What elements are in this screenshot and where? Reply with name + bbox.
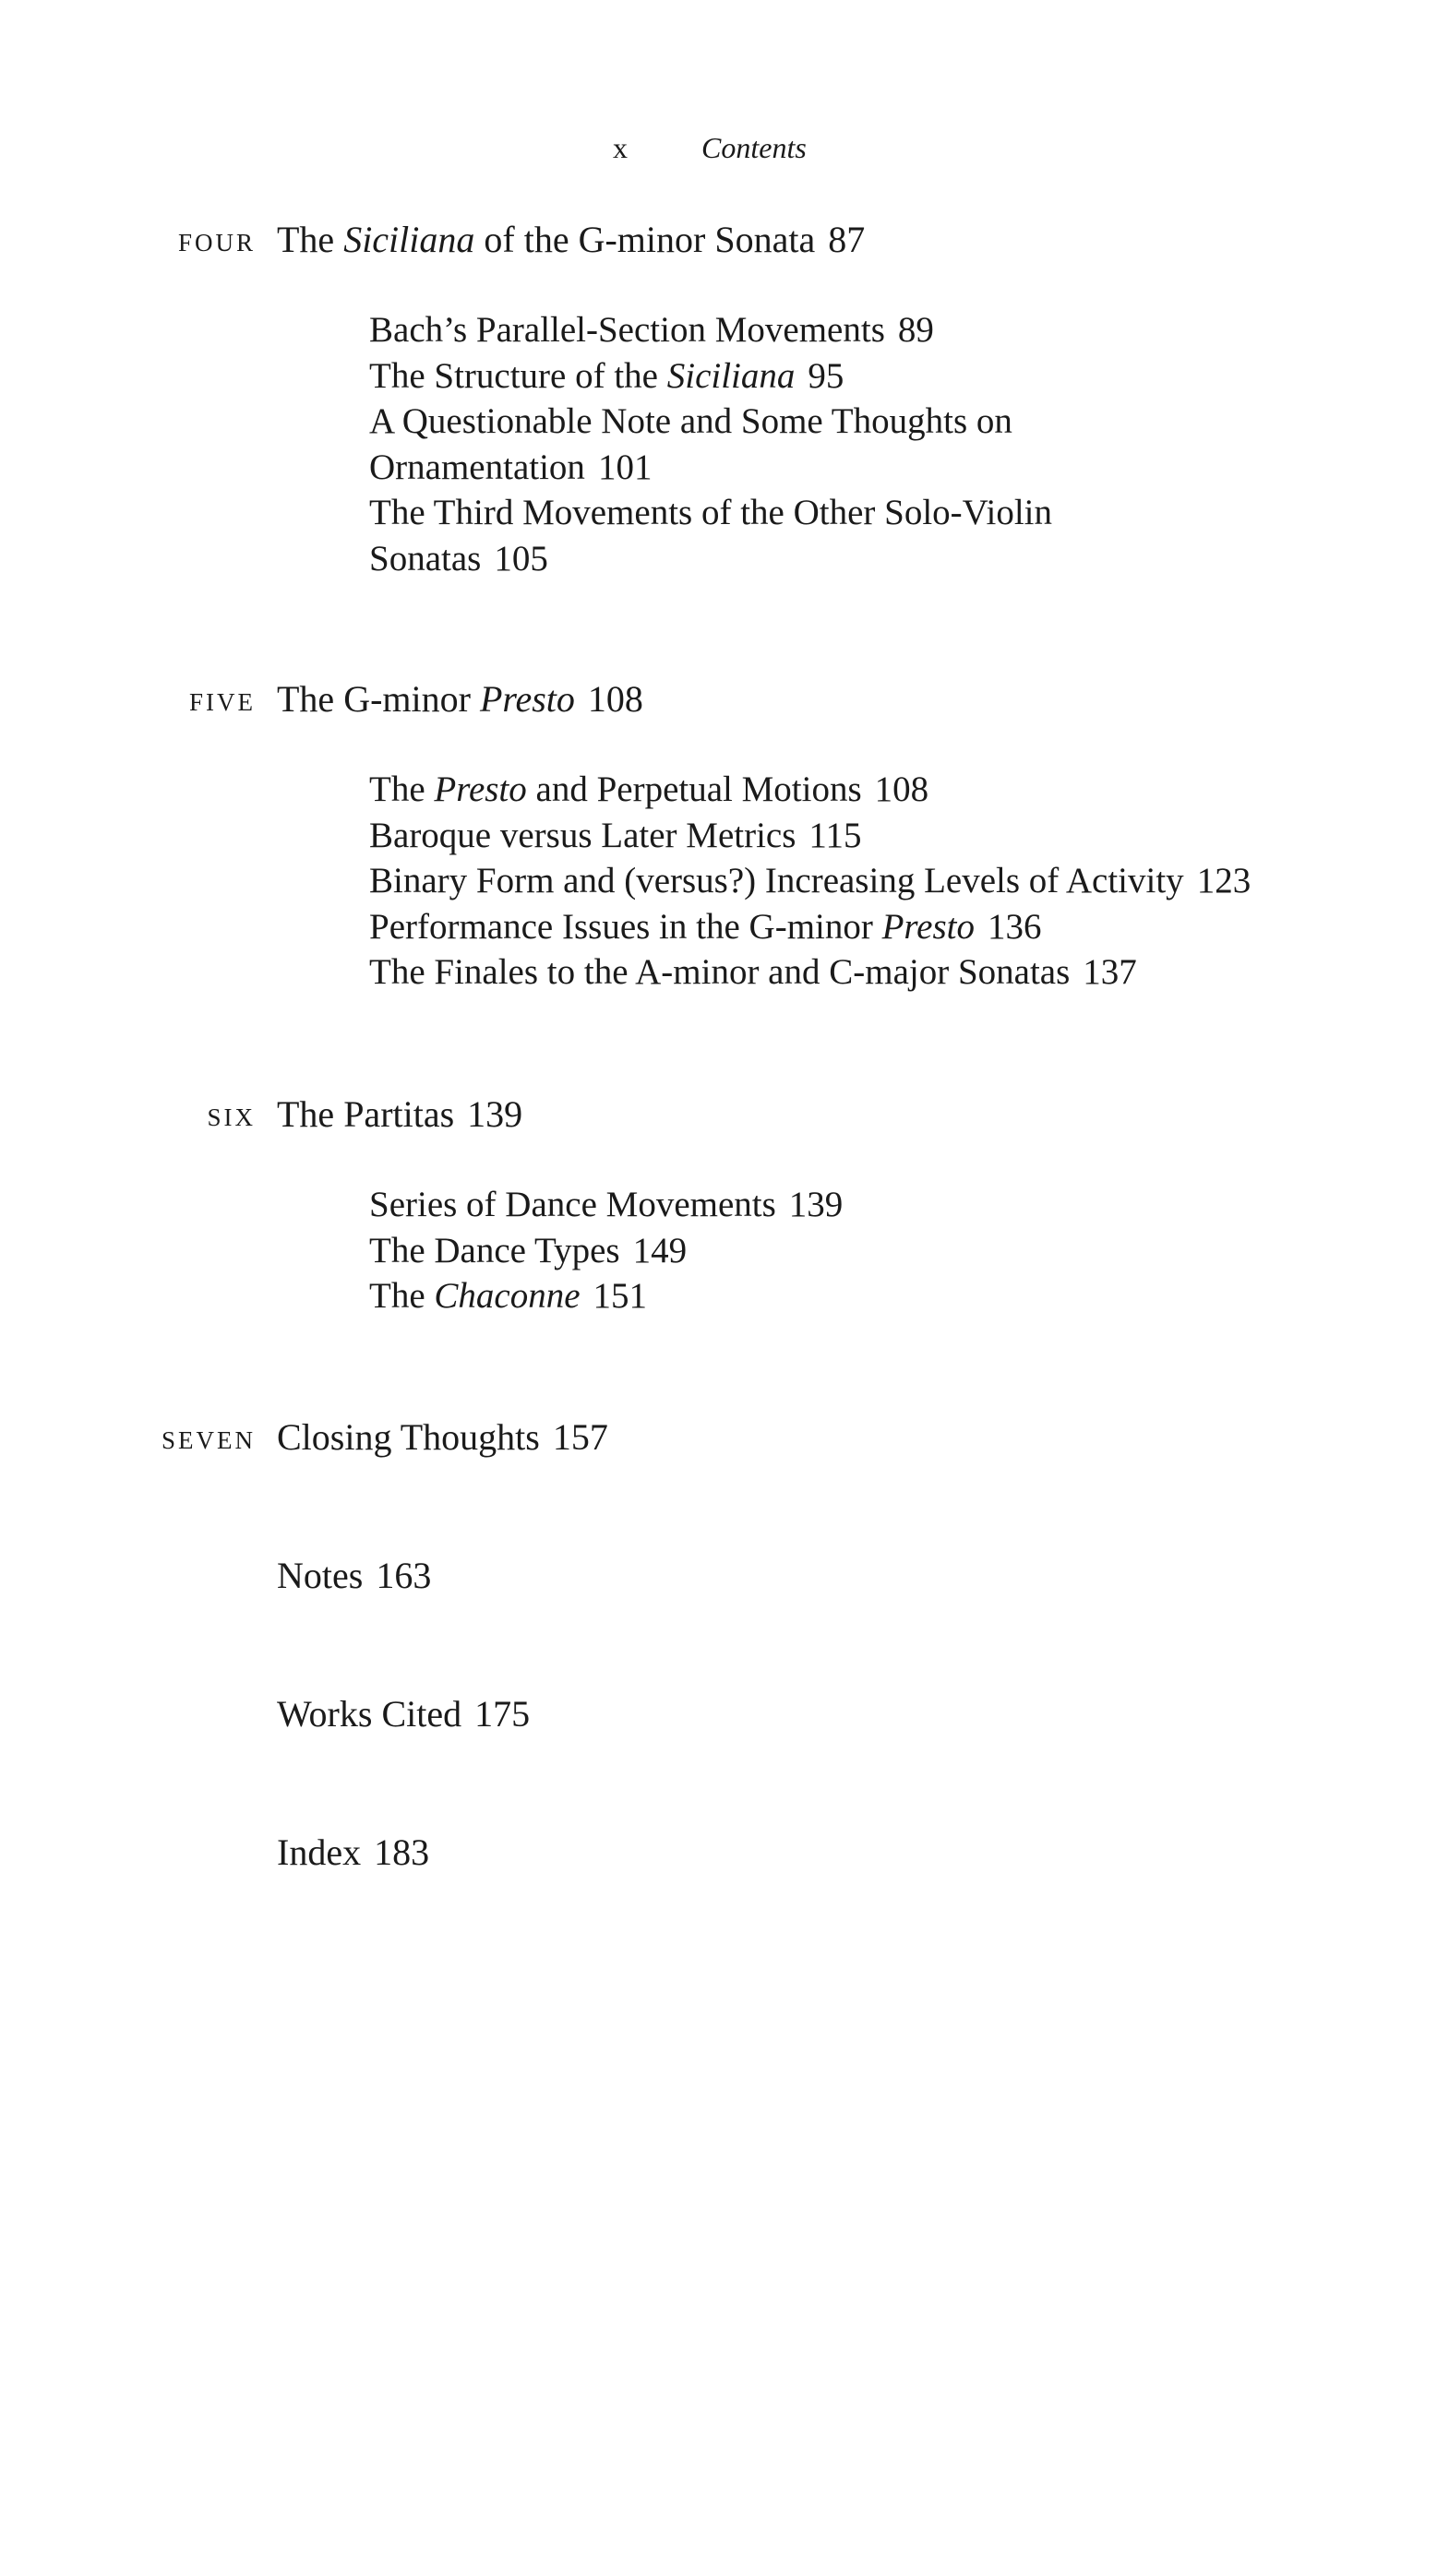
chapter-number: five [189, 680, 256, 719]
chapter-number: six [207, 1095, 256, 1134]
chapter-page-number: 157 [552, 1416, 608, 1458]
section-entry[interactable]: Series of Dance Movements 139 [369, 1185, 844, 1224]
section-page-number: 115 [808, 815, 862, 855]
running-head-title: Contents [701, 131, 807, 164]
chapter-page-number: 139 [467, 1093, 523, 1135]
chapter-title[interactable]: The Siciliana of the G-minor Sonata 87 [277, 219, 866, 260]
section-entry[interactable]: The Dance Types 149 [369, 1230, 688, 1270]
section-page-number: 139 [788, 1185, 844, 1224]
section-page-number: 123 [1196, 861, 1251, 900]
section-entry[interactable]: The Finales to the A-minor and C-major Sonatas 137 [369, 952, 1137, 992]
section-page-number: 105 [494, 538, 548, 578]
page-folio: x [613, 131, 628, 164]
chapter-title[interactable]: The G-minor Presto 108 [277, 678, 643, 720]
section-page-number: 101 [597, 447, 653, 487]
backmatter-index[interactable]: Index 183 [277, 1831, 430, 1873]
chapter-number: seven [162, 1418, 256, 1457]
section-page-number: 95 [808, 355, 844, 396]
chapter-page-number: 87 [828, 219, 866, 260]
backmatter-page-number: 183 [374, 1831, 430, 1873]
section-entry[interactable]: Binary Form and (versus?) Increasing Levels of Activity 123 [369, 861, 1251, 900]
chapter-number: four [177, 221, 256, 259]
backmatter-notes[interactable]: Notes 163 [277, 1555, 432, 1596]
section-entry[interactable]: Bach’s Parallel-Section Movements 89 [369, 310, 934, 350]
running-head [0, 131, 1437, 177]
section-page-number: 151 [593, 1276, 648, 1316]
backmatter-page-number: 175 [474, 1693, 531, 1735]
section-entry[interactable]: The Chaconne 151 [369, 1276, 648, 1316]
section-entry[interactable]: The Presto and Perpetual Motions 108 [369, 769, 929, 809]
section-page-number: 149 [632, 1230, 688, 1270]
section-entry[interactable]: A Questionable Note and Some Thoughts on Ornamentation 101 [369, 401, 1012, 487]
section-entry[interactable]: Performance Issues in the G-minor Presto 136 [369, 906, 1042, 947]
backmatter-works-cited[interactable]: Works Cited 175 [277, 1693, 531, 1735]
section-entry[interactable]: Baroque versus Later Metrics 115 [369, 815, 862, 855]
section-list [369, 307, 1052, 581]
section-page-number: 108 [874, 769, 929, 809]
section-list [369, 1182, 843, 1319]
section-page-number: 136 [988, 906, 1042, 947]
section-page-number: 89 [897, 310, 934, 350]
chapter-title[interactable]: Closing Thoughts 157 [277, 1416, 608, 1458]
section-entry[interactable]: The Structure of the Siciliana 95 [369, 355, 844, 396]
section-list [369, 767, 1251, 996]
chapter-page-number: 108 [587, 678, 643, 720]
section-page-number: 137 [1083, 952, 1137, 992]
backmatter-page-number: 163 [376, 1555, 432, 1596]
section-entry[interactable]: The Third Movements of the Other Solo-Violin Sonatas 105 [369, 493, 1052, 578]
chapter-title[interactable]: The Partitas 139 [277, 1093, 523, 1135]
